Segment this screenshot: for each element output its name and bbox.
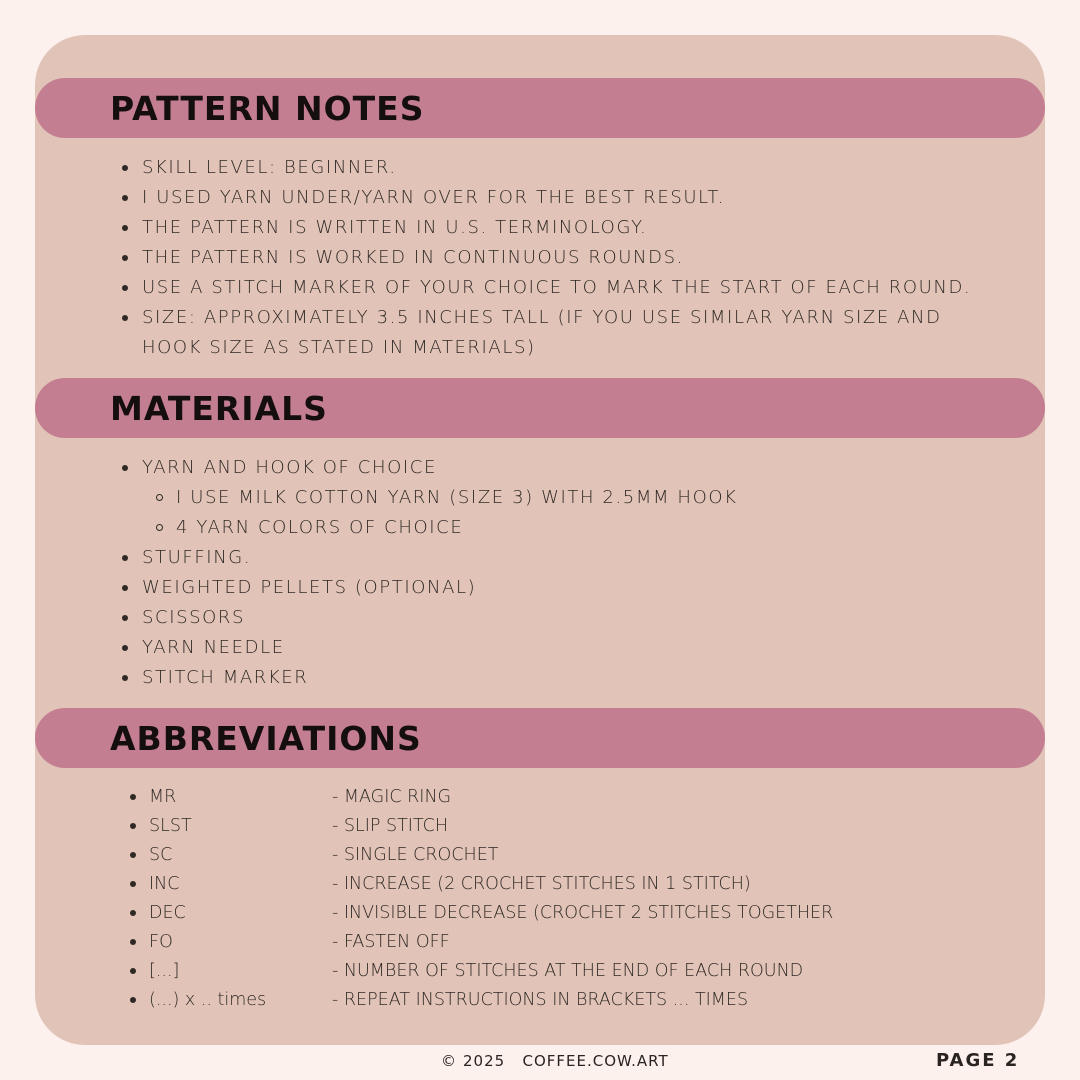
list-item: SIZE: APPROXIMATELY 3.5 INCHES TALL (IF YOU USE SIMILAR YARN SIZE AND HOOK SIZE AS STATED IN MATERIALS) xyxy=(35,303,982,363)
materials-list xyxy=(35,453,1045,693)
abbreviation-row xyxy=(35,841,1045,870)
abbreviation-meaning: - FASTEN OFF xyxy=(332,932,450,952)
abbreviation-row xyxy=(35,870,1045,899)
abbreviation-meaning: - REPEAT INSTRUCTIONS IN BRACKETS ... TIMES xyxy=(332,990,749,1010)
abbreviation-code: DEC xyxy=(149,903,186,923)
list-item: STUFFING. xyxy=(35,543,1045,573)
abbreviation-meaning: - NUMBER OF STITCHES AT THE END OF EACH ROUND xyxy=(332,961,804,981)
list-item: WEIGHTED PELLETS (OPTIONAL) xyxy=(35,573,1045,603)
abbreviation-row xyxy=(35,812,1045,841)
bullet-icon xyxy=(130,794,136,800)
pattern-notes-list xyxy=(35,153,1045,363)
bullet-icon xyxy=(130,968,136,974)
abbreviation-row xyxy=(35,928,1045,957)
abbreviation-code: SC xyxy=(149,845,173,865)
bullet-icon xyxy=(130,823,136,829)
list-item: SKILL LEVEL: BEGINNER. xyxy=(35,153,1045,183)
pattern-notes-title: PATTERN NOTES xyxy=(110,89,425,128)
bullet-icon xyxy=(122,225,128,231)
bullet-icon xyxy=(122,585,128,591)
abbreviation-code: SLST xyxy=(149,816,192,836)
abbreviation-code: (...) x .. times xyxy=(149,990,267,1010)
abbreviation-meaning: - SINGLE CROCHET xyxy=(332,845,499,865)
bullet-icon xyxy=(130,910,136,916)
abbreviation-code: FO xyxy=(149,932,173,952)
abbreviation-code: INC xyxy=(149,874,180,894)
list-item: I USED YARN UNDER/YARN OVER FOR THE BEST RESULT. xyxy=(35,183,1045,213)
bullet-icon xyxy=(122,255,128,261)
sub-list-item: 4 YARN COLORS OF CHOICE xyxy=(35,513,1045,543)
page-number: PAGE 2 xyxy=(936,1050,1020,1071)
bullet-icon xyxy=(122,675,128,681)
abbreviations-list xyxy=(35,783,1045,1015)
abbreviation-meaning: - SLIP STITCH xyxy=(332,816,449,836)
bullet-icon xyxy=(122,555,128,561)
list-item: THE PATTERN IS WRITTEN IN U.S. TERMINOLOGY. xyxy=(35,213,1045,243)
bullet-icon xyxy=(130,997,136,1003)
abbreviation-code: [...] xyxy=(149,961,180,981)
footer-credit xyxy=(441,1046,669,1076)
abbreviation-row xyxy=(35,986,1045,1015)
footer-handle: COFFEE.COW.ART xyxy=(522,1052,669,1070)
abbreviation-meaning: - MAGIC RING xyxy=(332,787,452,807)
bullet-icon xyxy=(130,939,136,945)
bullet-icon xyxy=(122,285,128,291)
abbreviation-row xyxy=(35,957,1045,986)
abbreviation-meaning: - INCREASE (2 CROCHET STITCHES IN 1 STITCH) xyxy=(332,874,751,894)
list-item: STITCH MARKER xyxy=(35,663,1045,693)
list-item: YARN NEEDLE xyxy=(35,633,1045,663)
copyright-icon: © xyxy=(441,1052,457,1070)
footer-year: 2025 xyxy=(463,1052,506,1070)
bullet-icon xyxy=(122,615,128,621)
materials-banner xyxy=(35,378,1045,438)
bullet-icon xyxy=(122,315,128,321)
abbreviation-code: MR xyxy=(149,787,177,807)
pattern-notes-banner xyxy=(35,78,1045,138)
bullet-icon xyxy=(130,852,136,858)
bullet-icon xyxy=(122,165,128,171)
list-item: THE PATTERN IS WORKED IN CONTINUOUS ROUNDS. xyxy=(35,243,1045,273)
sub-list-item: I USE MILK COTTON YARN (SIZE 3) WITH 2.5MM HOOK xyxy=(35,483,1045,513)
abbreviation-meaning: - INVISIBLE DECREASE (CROCHET 2 STITCHES TOGETHER xyxy=(332,903,834,923)
materials-title: MATERIALS xyxy=(110,389,328,428)
list-item: SCISSORS xyxy=(35,603,1045,633)
bullet-icon xyxy=(122,195,128,201)
list-item: YARN AND HOOK OF CHOICE xyxy=(35,453,1045,483)
bullet-icon xyxy=(122,645,128,651)
abbreviations-title: ABBREVIATIONS xyxy=(110,719,422,758)
list-item: USE A STITCH MARKER OF YOUR CHOICE TO MARK THE START OF EACH ROUND. xyxy=(35,273,1045,303)
hollow-bullet-icon xyxy=(156,494,163,501)
bullet-icon xyxy=(122,465,128,471)
hollow-bullet-icon xyxy=(156,524,163,531)
abbreviation-row xyxy=(35,783,1045,812)
abbreviations-banner xyxy=(35,708,1045,768)
bullet-icon xyxy=(130,881,136,887)
abbreviation-row xyxy=(35,899,1045,928)
footer xyxy=(0,1046,1080,1076)
